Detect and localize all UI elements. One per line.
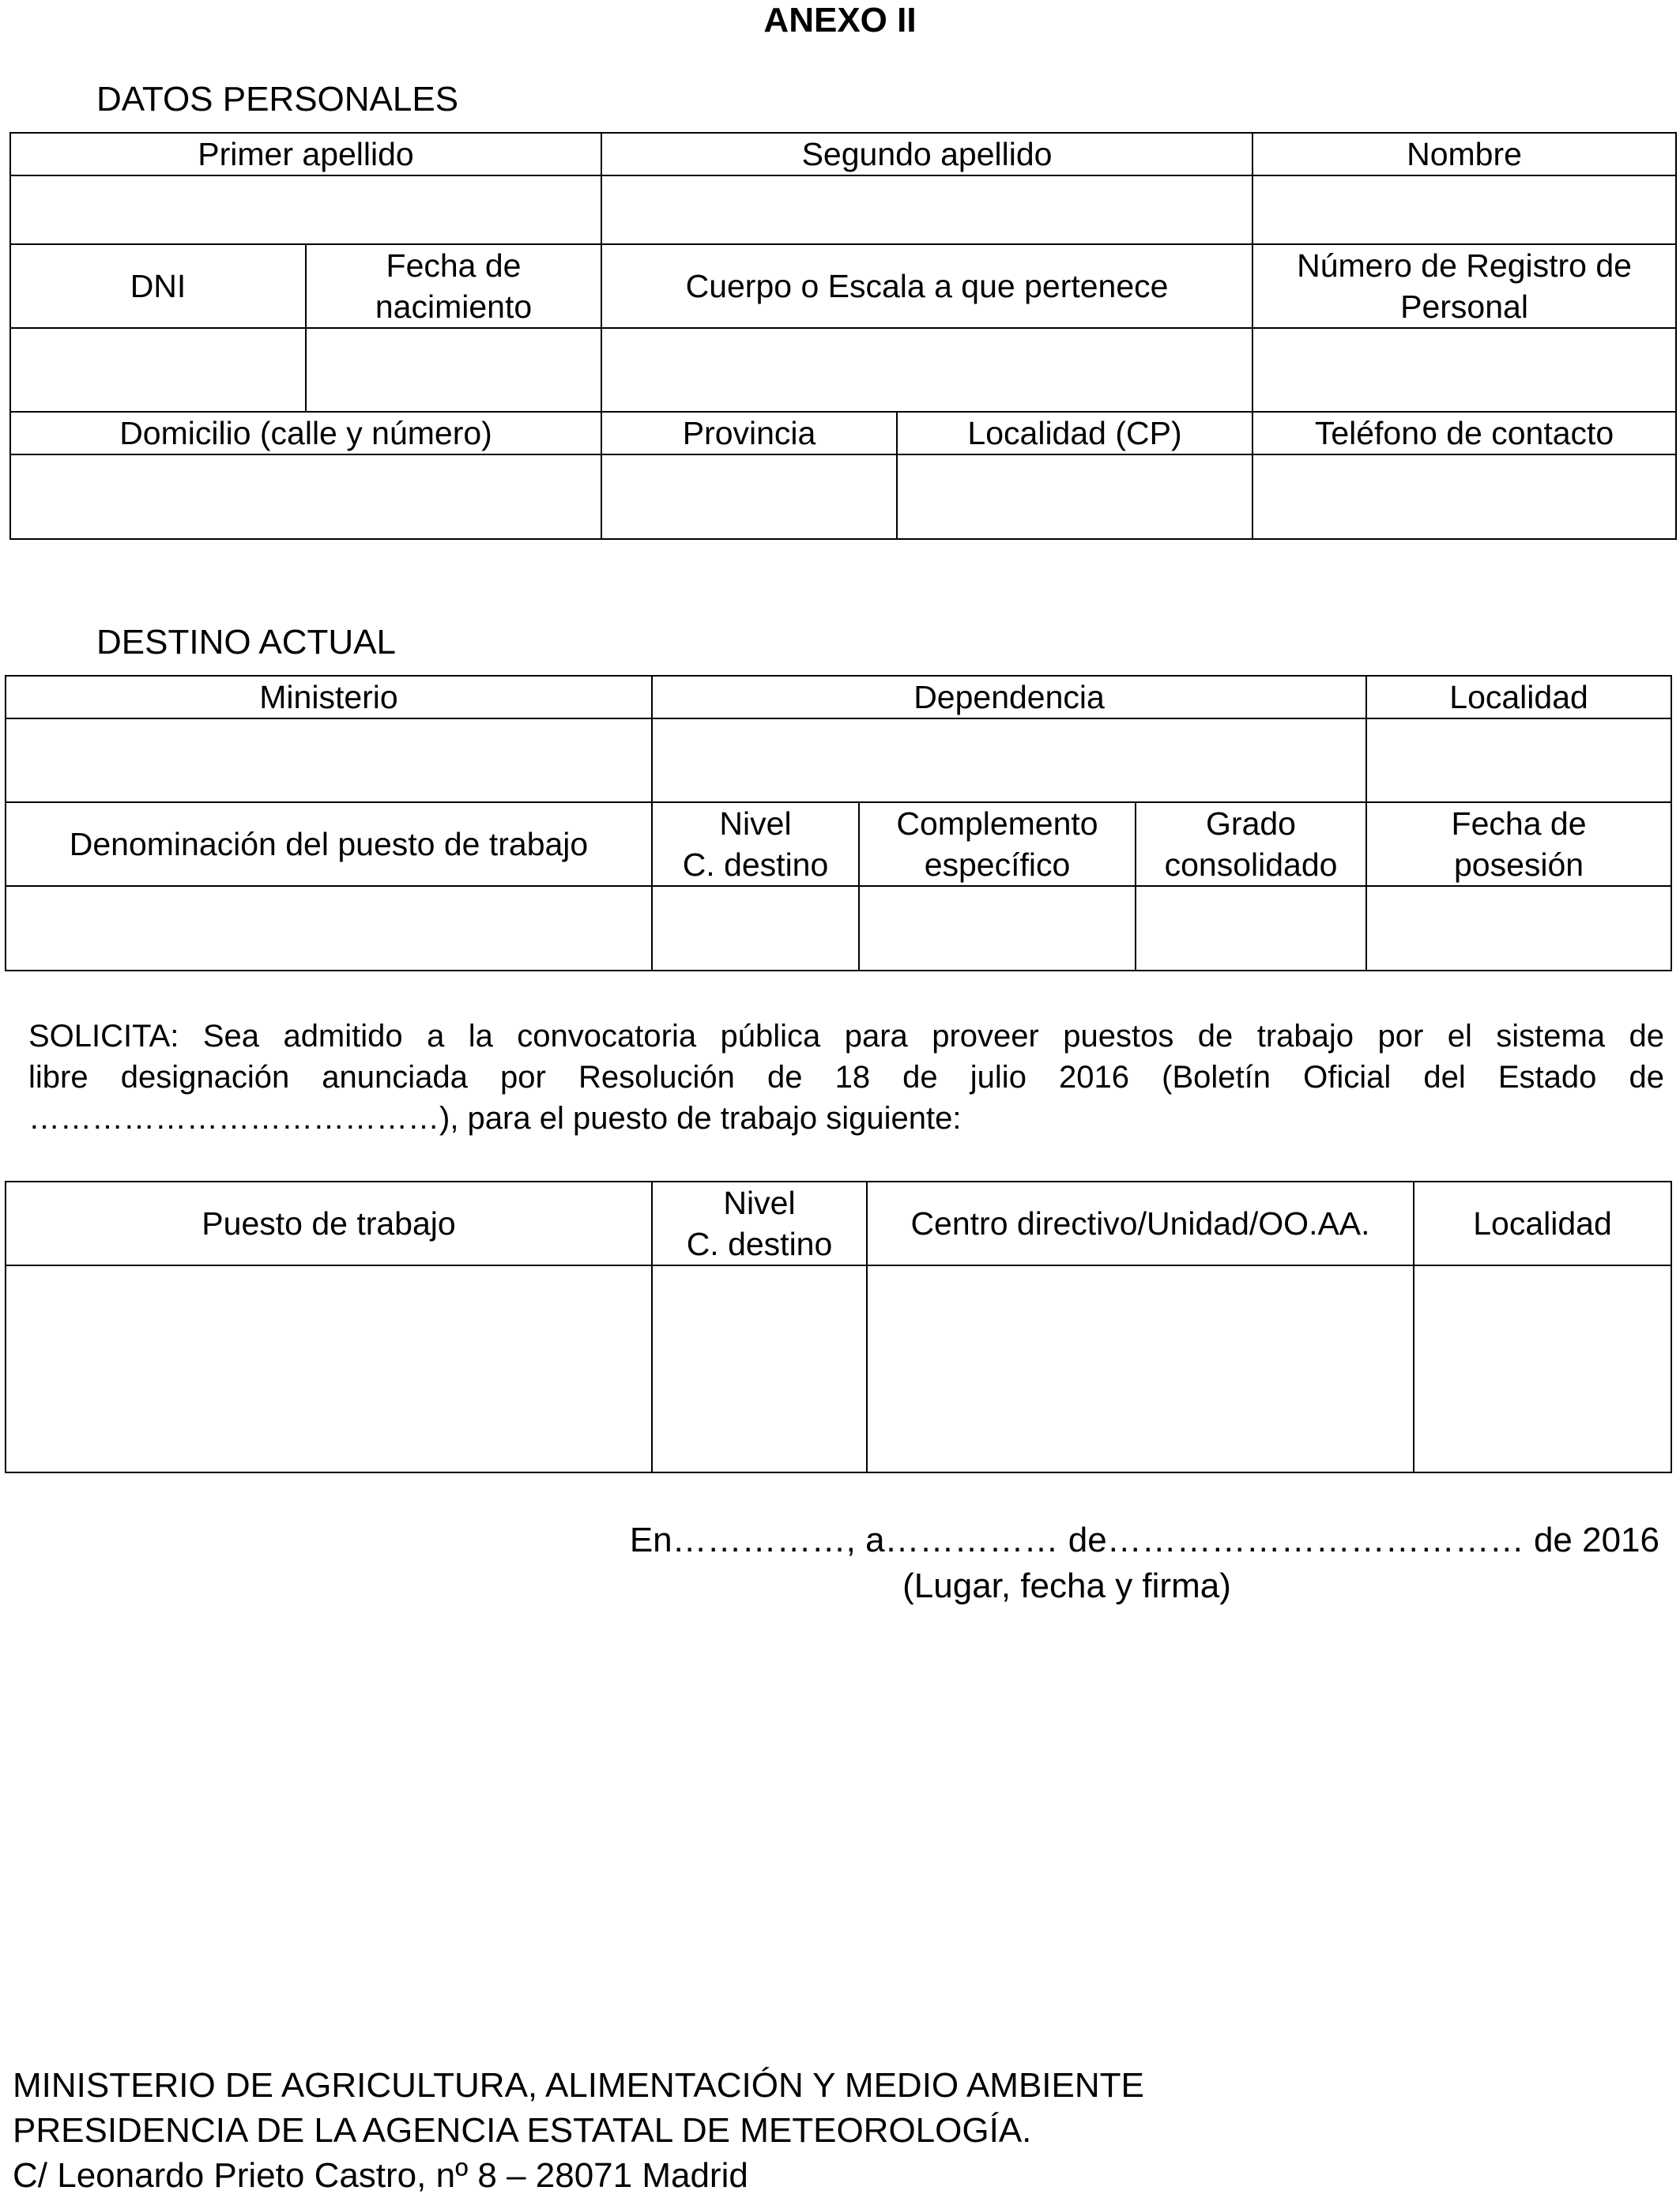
header-fecha-nacimiento — [306, 244, 601, 328]
solicita-paragraph — [28, 1016, 1664, 1139]
field-complemento-especifico[interactable] — [859, 886, 1136, 971]
header-nombre: Nombre — [1252, 133, 1676, 175]
header-dependencia: Dependencia — [652, 676, 1366, 718]
header-grado-consolidado — [1136, 802, 1366, 886]
field-domicilio[interactable] — [10, 454, 601, 539]
header-fecha-nacimiento-line1: Fecha de — [386, 247, 522, 284]
field-segundo-apellido[interactable] — [601, 175, 1252, 244]
header-numero-registro — [1252, 244, 1676, 328]
footer-line-3: C/ Leonardo Prieto Castro, nº 8 – 28071 Madrid — [13, 2156, 748, 2195]
section-heading-datos-personales: DATOS PERSONALES — [96, 80, 459, 119]
header-provincia: Provincia — [601, 412, 897, 454]
destino-actual-table — [5, 675, 1672, 971]
field-denominacion-puesto[interactable] — [6, 886, 652, 971]
header-localidad-destino: Localidad — [1366, 676, 1671, 718]
header-nivel-solicitado-line1: Nivel — [723, 1185, 796, 1221]
header-grado-line1: Grado — [1206, 805, 1296, 842]
header-nivel-solicitado — [652, 1182, 867, 1265]
field-nivel-solicitado[interactable] — [652, 1265, 867, 1472]
header-telefono: Teléfono de contacto — [1252, 412, 1676, 454]
header-nivel-solicitado-line2: C. destino — [686, 1226, 833, 1262]
header-fecha-posesion-line1: Fecha de — [1451, 805, 1587, 842]
signature-caption: (Lugar, fecha y firma) — [902, 1566, 1231, 1605]
header-nivel-destino — [652, 802, 859, 886]
field-primer-apellido[interactable] — [10, 175, 601, 244]
solicita-line-2: libre designación anunciada por Resolución de 18 de julio 2016 (Boletín Oficial del Estado de — [28, 1060, 1664, 1095]
field-localidad-solicitada[interactable] — [1414, 1265, 1671, 1472]
field-centro-directivo[interactable] — [867, 1265, 1414, 1472]
solicita-line-3: …………………………………), para el puesto de trabajo siguiente: — [28, 1101, 962, 1136]
header-complemento-line2: específico — [924, 846, 1071, 883]
header-dni: DNI — [10, 244, 306, 328]
header-fecha-nacimiento-line2: nacimiento — [375, 288, 533, 325]
header-grado-line2: consolidado — [1164, 846, 1338, 883]
header-domicilio: Domicilio (calle y número) — [10, 412, 601, 454]
field-nombre[interactable] — [1252, 175, 1676, 244]
header-centro-directivo: Centro directivo/Unidad/OO.AA. — [867, 1182, 1414, 1265]
header-complemento-especifico — [859, 802, 1136, 886]
field-fecha-nacimiento[interactable] — [306, 328, 601, 412]
date-place-line: En……………, a…………… de……………………………… de 2016 — [629, 1521, 1659, 1559]
field-dni[interactable] — [10, 328, 306, 412]
header-localidad-solicitada: Localidad — [1414, 1182, 1671, 1265]
header-numero-registro-line2: Personal — [1400, 288, 1528, 325]
puesto-solicitado-table — [5, 1181, 1672, 1473]
header-ministerio: Ministerio — [6, 676, 652, 718]
field-telefono[interactable] — [1252, 454, 1676, 539]
header-localidad-cp: Localidad (CP) — [897, 412, 1252, 454]
header-numero-registro-line1: Número de Registro de — [1297, 247, 1632, 284]
section-heading-destino-actual: DESTINO ACTUAL — [96, 623, 396, 662]
field-nivel-destino[interactable] — [652, 886, 859, 971]
field-localidad-cp[interactable] — [897, 454, 1252, 539]
field-fecha-posesion[interactable] — [1366, 886, 1671, 971]
page-title: ANEXO II — [763, 1, 917, 40]
field-ministerio[interactable] — [6, 718, 652, 802]
header-fecha-posesion-line2: posesión — [1453, 846, 1584, 883]
header-nivel-line2: C. destino — [682, 846, 829, 883]
footer-line-2: PRESIDENCIA DE LA AGENCIA ESTATAL DE METEOROLOGÍA. — [13, 2111, 1032, 2150]
field-dependencia[interactable] — [652, 718, 1366, 802]
header-primer-apellido: Primer apellido — [10, 133, 601, 175]
field-localidad-destino[interactable] — [1366, 718, 1671, 802]
footer-address — [13, 2063, 1656, 2198]
header-segundo-apellido: Segundo apellido — [601, 133, 1252, 175]
header-fecha-posesion — [1366, 802, 1671, 886]
header-nivel-line1: Nivel — [719, 805, 792, 842]
header-cuerpo-escala: Cuerpo o Escala a que pertenece — [601, 244, 1252, 328]
field-puesto-trabajo[interactable] — [6, 1265, 652, 1472]
header-complemento-line1: Complemento — [896, 805, 1098, 842]
footer-line-1: MINISTERIO DE AGRICULTURA, ALIMENTACIÓN Y MEDIO AMBIENTE — [13, 2066, 1144, 2105]
header-puesto-trabajo: Puesto de trabajo — [6, 1182, 652, 1265]
header-denominacion-puesto: Denominación del puesto de trabajo — [6, 802, 652, 886]
solicita-line-1: SOLICITA: Sea admitido a la convocatoria pública para proveer puestos de trabajo por el sistema de — [28, 1019, 1664, 1054]
field-grado-consolidado[interactable] — [1136, 886, 1366, 971]
field-provincia[interactable] — [601, 454, 897, 539]
field-cuerpo-escala[interactable] — [601, 328, 1252, 412]
datos-personales-table — [9, 132, 1677, 540]
field-numero-registro[interactable] — [1252, 328, 1676, 412]
